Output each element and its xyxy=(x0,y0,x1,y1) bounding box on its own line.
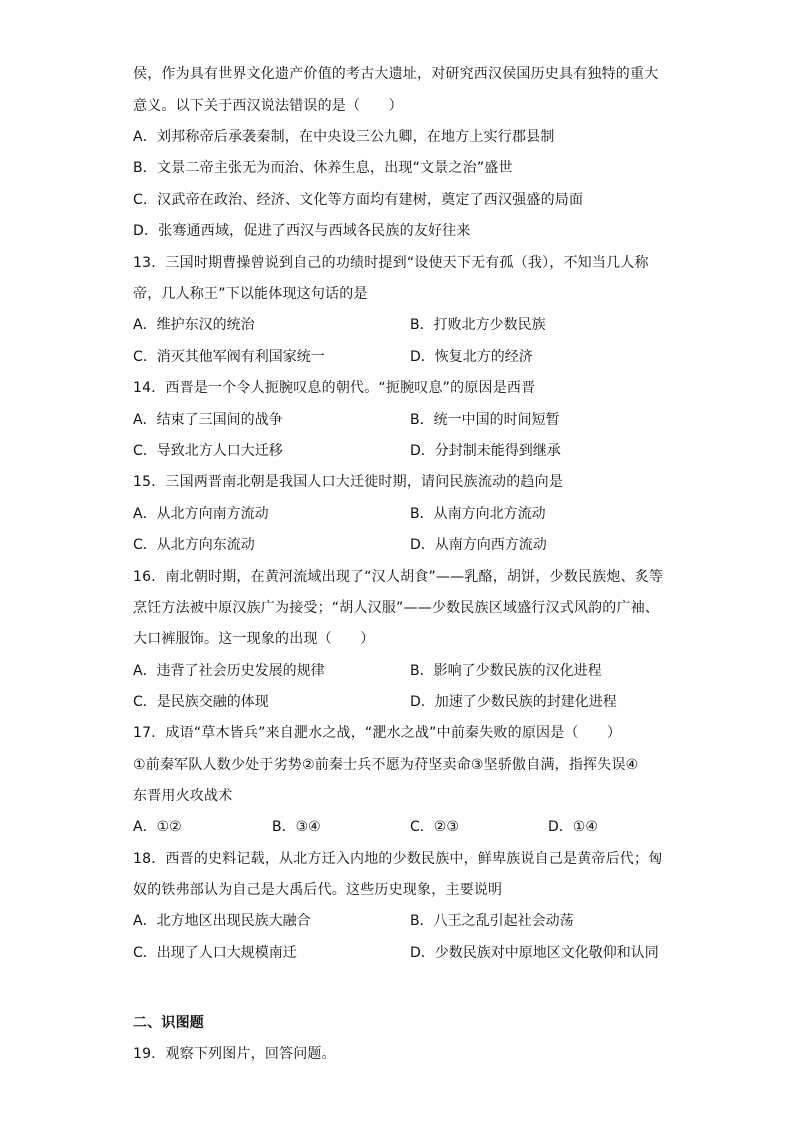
q17-option-d: D．①④ xyxy=(548,819,598,835)
q12-option-b: B．文景二帝主张无为而治、休养生息，出现“文景之治”盛世 xyxy=(133,160,513,176)
q13-option-b: B．打败北方少数民族 xyxy=(410,317,546,333)
q13-option-c: C．消灭其他军阀有利国家统一 xyxy=(133,349,325,365)
q16-stem-line2: 烹饪方法被中原汉族广为接受；“胡人汉服”——少数民族区域盛行汉式风韵的广袖、 xyxy=(133,600,660,616)
q13-stem-line2: 帝，几人称王”下以能体现这句话的是 xyxy=(133,286,368,302)
q12-stem-line1: 侯，作为具有世界文化遗产价值的考古大遗址，对研究西汉侯国历史具有独特的重大 xyxy=(133,66,659,82)
q18-option-d: D．少数民族对中原地区文化敬仰和认同 xyxy=(410,945,659,961)
q18-stem-line2: 奴的铁弗部认为自己是大禹后代。这些历史现象，主要说明 xyxy=(133,882,503,898)
q18-option-b: B．八王之乱引起社会动荡 xyxy=(410,913,574,929)
q15-option-c: C．从北方向东流动 xyxy=(133,537,255,553)
q18-stem-line1: 18．西晋的史料记载，从北方迁入内地的少数民族中，鲜卑族说自己是黄帝后代；匈 xyxy=(133,851,663,867)
q12-option-c: C．汉武帝在政治、经济、文化等方面均有建树，奠定了西汉强盛的局面 xyxy=(133,192,584,208)
q14-option-a: A．结束了三国间的战争 xyxy=(133,412,283,428)
q13-stem-line1: 13．三国时期曹操曾说到自己的功绩时提到“设使天下无有孤（我），不知当几人称 xyxy=(133,255,649,271)
q16-option-d: D．加速了少数民族的封建化进程 xyxy=(410,694,617,710)
q15-option-a: A．从北方向南方流动 xyxy=(133,506,269,522)
q14-option-c: C．导致北方人口大迁移 xyxy=(133,443,283,459)
q16-stem-line1: 16．南北朝时期，在黄河流域出现了“汉人胡食”——乳酪，胡饼，少数民族炮、炙等 xyxy=(133,569,664,585)
q17-option-a: A．①② xyxy=(133,819,182,835)
section-title: 二、识图题 xyxy=(133,1015,204,1031)
q14-stem: 14．西晋是一个令人扼腕叹息的朝代。“扼腕叹息”的原因是西晋 xyxy=(133,380,536,396)
q16-option-c: C．是民族交融的体现 xyxy=(133,694,269,710)
q17-option-b: B．③④ xyxy=(272,819,321,835)
q17-stem-line3: 东晋用火攻战术 xyxy=(133,788,233,804)
q12-option-d: D．张骞通西域，促进了西汉与西域各民族的友好往来 xyxy=(133,223,471,239)
q16-stem-line3: 大口裤服饰。这一现象的出现（ ） xyxy=(133,631,375,647)
q18-option-c: C．出现了人口大规模南迁 xyxy=(133,945,297,961)
q17-stem-line1: 17．成语“草木皆兵”来自淝水之战，“淝水之战”中前秦失败的原因是（ ） xyxy=(133,725,622,741)
q16-option-b: B．影响了少数民族的汉化进程 xyxy=(410,663,602,679)
q12-option-a: A．刘邦称帝后承袭秦制，在中央设三公九卿，在地方上实行郡县制 xyxy=(133,129,555,145)
q14-option-d: D．分封制未能得到继承 xyxy=(410,443,561,459)
q18-option-a: A．北方地区出现民族大融合 xyxy=(133,913,311,929)
q15-stem: 15．三国两晋南北朝是我国人口大迁徙时期，请问民族流动的趋向是 xyxy=(133,474,564,490)
q15-option-d: D．从南方向西方流动 xyxy=(410,537,547,553)
q13-option-d: D．恢复北方的经济 xyxy=(410,349,533,365)
q16-option-a: A．违背了社会历史发展的规律 xyxy=(133,663,325,679)
q12-stem-line2: 意义。以下关于西汉说法错误的是（ ） xyxy=(133,98,403,114)
q14-option-b: B．统一中国的时间短暂 xyxy=(410,412,560,428)
q13-option-a: A．维护东汉的统治 xyxy=(133,317,255,333)
q15-option-b: B．从南方向北方流动 xyxy=(410,506,546,522)
q19-stem: 19．观察下列图片，回答问题。 xyxy=(133,1046,336,1062)
q17-option-c: C．②③ xyxy=(410,819,459,835)
q17-stem-line2: ①前秦军队人数少处于劣势②前秦士兵不愿为苻坚卖命③坚骄傲自满，指挥失误④ xyxy=(133,757,639,773)
